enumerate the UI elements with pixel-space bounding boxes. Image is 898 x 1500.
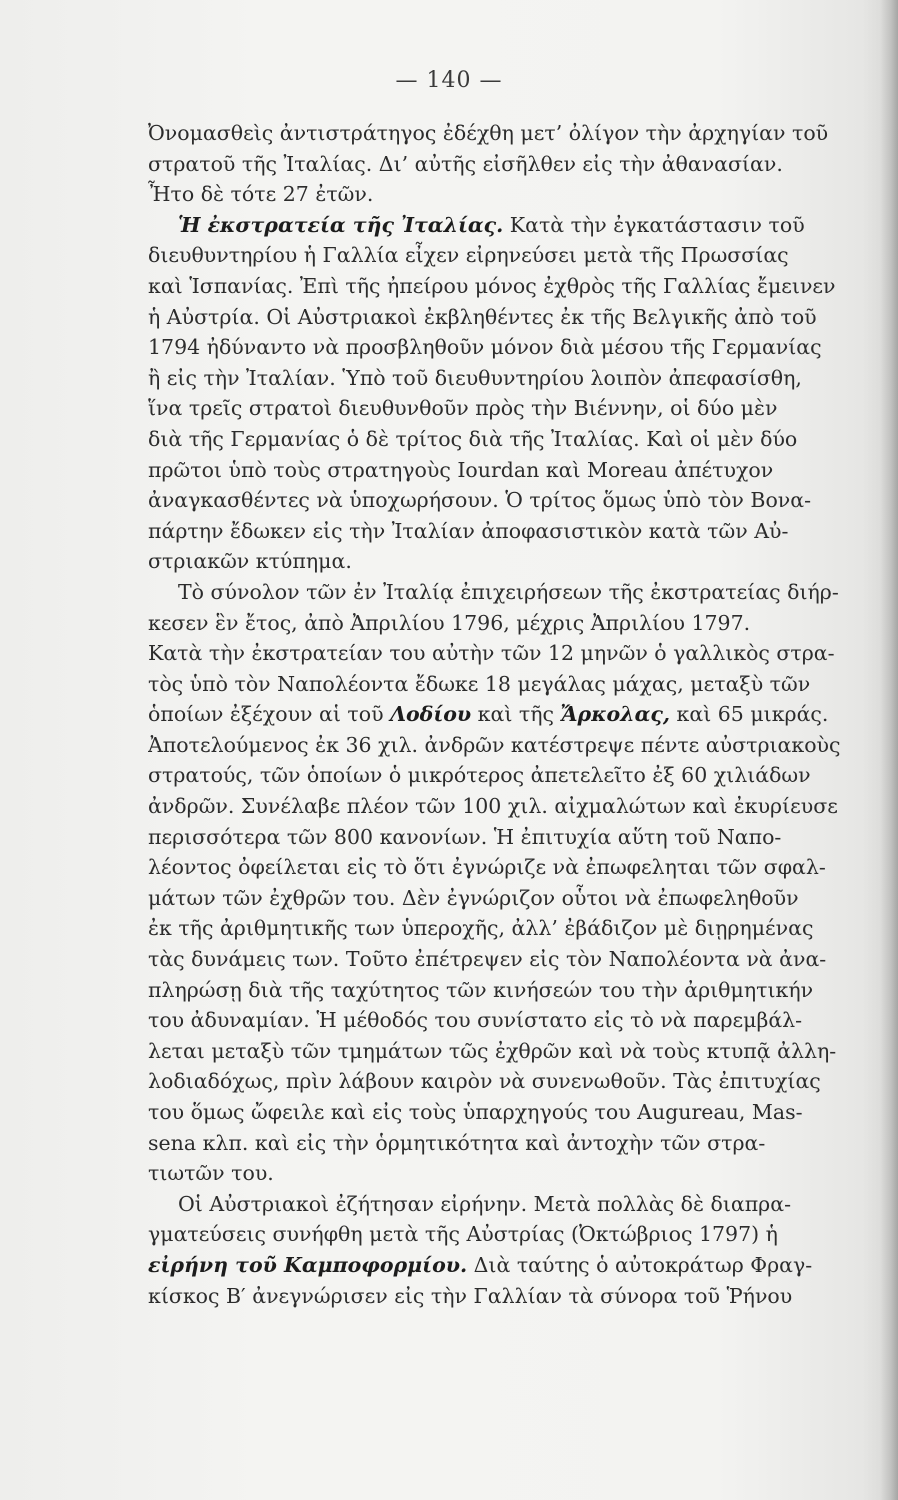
text-run: διὰ τῆς Γερμανίας ὁ δὲ τρίτος διὰ τῆς Ἰταλίας. Καὶ οἱ μὲν δύο: [148, 426, 798, 451]
text-line: [148, 393, 884, 424]
text-run: καὶ 65 μικράς.: [670, 702, 829, 727]
text-run: στριακῶν κτύπημα.: [148, 549, 352, 574]
text-line: [148, 271, 884, 302]
text-line: [148, 1219, 884, 1250]
text-line: [148, 1189, 884, 1220]
text-run: γματεύσεις συνήφθη μετὰ τῆς Αὐστρίας (Ὀκτώβριος 1797) ἡ: [148, 1222, 778, 1247]
text-line: [148, 363, 884, 394]
text-run: Οἱ Αὐστριακοὶ ἐζήτησαν εἰρήνην. Μετὰ πολλὰς δὲ διαπρα-: [178, 1191, 791, 1216]
text-run: πρῶτοι ὑπὸ τοὺς στρατηγοὺς Iourdan καὶ Moreau ἀπέτυχον: [148, 457, 774, 482]
text-run: Διὰ ταύτης ὁ αὐτοκράτωρ Φραγ-: [467, 1252, 813, 1277]
text-line: [148, 760, 884, 791]
text-run: καὶ Ἱσπανίας. Ἐπὶ τῆς ἠπείρου μόνος ἐχθρὸς τῆς Γαλλίας ἔμεινεν: [148, 273, 836, 298]
text-run: ἵνα τρεῖς στρατοὶ διευθυνθοῦν πρὸς τὴν Βιέννην, οἱ δύο μὲν: [148, 396, 778, 421]
text-run: λοδιαδόχως, πρὶν λάβουν καιρὸν νὰ συνενωθοῦν. Τὰς ἐπιτυχίας: [148, 1069, 821, 1094]
text-run: του ὅμως ὤφειλε καὶ εἰς τοὺς ὑπαρχηγούς του Augureau, Mas-: [148, 1100, 803, 1124]
text-line: [148, 302, 884, 333]
text-run: sena κλπ. καὶ εἰς τὴν ὁρμητικότητα καὶ ἀντοχὴν τῶν στρα-: [148, 1130, 766, 1155]
text-line: [148, 546, 884, 577]
text-run: Κατὰ τὴν ἐγκατάστασιν τοῦ: [503, 212, 805, 237]
text-run: μάτων τῶν ἐχθρῶν του. Δὲν ἐγνώριζον οὗτοι νὰ ἐπωφεληθοῦν: [148, 885, 799, 910]
text-line: [148, 149, 884, 180]
text-line: [148, 699, 884, 730]
text-run: περισσότερα τῶν 800 κανονίων. Ἡ ἐπιτυχία αὕτη τοῦ Ναπο-: [148, 824, 782, 849]
text-line: [148, 852, 884, 883]
text-line: [148, 516, 884, 547]
text-line: [148, 485, 884, 516]
text-run: ἀναγκασθέντες νὰ ὑποχωρήσουν. Ὁ τρίτος ὅμως ὑπὸ τὸν Βονα-: [148, 488, 812, 513]
text-line: [148, 975, 884, 1006]
text-run: 1794 ἠδύναντο νὰ προσβληθοῦν μόνον διὰ μέσου τῆς Γερμανίας: [148, 335, 822, 360]
text-run: Ἦτο δὲ τότε 27 ἐτῶν.: [148, 182, 374, 207]
text-run: κίσκος Β′ ἀνεγνώρισεν εἰς τὴν Γαλλίαν τὰ σύνορα τοῦ Ῥήνου: [148, 1283, 793, 1308]
text-line: [148, 424, 884, 455]
text-run: λέοντος ὀφείλεται εἰς τὸ ὅτι ἐγνώριζε νὰ ἐπωφεληται τῶν σφαλ-: [148, 855, 826, 880]
text-line: [148, 577, 884, 608]
text-run: τὰς δυνάμεις των. Τοῦτο ἐπέτρεψεν εἰς τὸν Ναπολέοντα νὰ ἀνα-: [148, 947, 827, 972]
text-line: [148, 822, 884, 853]
bold-text: Ἡ ἐκστρατεία τῆς Ἰταλίας.: [178, 212, 504, 237]
text-run: διευθυντηρίου ἡ Γαλλία εἶχεν εἰρηνεύσει μετὰ τῆς Πρωσσίας: [148, 243, 789, 268]
text-line: [148, 608, 884, 639]
text-run: στρατοῦ τῆς Ἰταλίας. Δι’ αὐτῆς εἰσῆλθεν εἰς τὴν ἀθανασίαν.: [148, 151, 783, 176]
text-line: [148, 1128, 884, 1159]
text-line: [148, 883, 884, 914]
text-run: πληρώσῃ διὰ τῆς ταχύτητος τῶν κινήσεών του τὴν ἀριθμητικήν: [148, 977, 814, 1002]
bold-text: Λοδίου: [390, 702, 472, 727]
text-line: [148, 179, 884, 210]
text-run: καὶ τῆς: [471, 702, 561, 727]
text-line: [148, 669, 884, 700]
bold-text: εἰρήνη τοῦ Καμποφορμίου.: [148, 1252, 468, 1277]
text-line: [148, 210, 884, 241]
text-run: τὸς ὑπὸ τὸν Ναπολέοντα ἔδωκε 18 μεγάλας μάχας, μεταξὺ τῶν: [148, 671, 811, 696]
text-line: [148, 455, 884, 486]
text-run: λεται μεταξὺ τῶν τμημάτων τῶς ἐχθρῶν καὶ νὰ τοὺς κτυπᾷ ἀλλη-: [148, 1038, 837, 1063]
text-line: [148, 1066, 884, 1097]
text-line: [148, 1097, 884, 1128]
text-run: Τὸ σύνολον τῶν ἐν Ἰταλίᾳ ἐπιχειρήσεων τῆς ἐκστρατείας διήρ-: [178, 579, 839, 604]
text-run: κεσεν ἓν ἔτος, ἀπὸ Ἀπριλίου 1796, μέχρις Ἀπριλίου 1797.: [148, 610, 751, 635]
text-line: [148, 730, 884, 761]
text-run: Ἀποτελούμενος ἐκ 36 χιλ. ἀνδρῶν κατέστρεψε πέντε αὐστριακοὺς: [148, 732, 841, 757]
text-line: [148, 791, 884, 822]
text-run: ἡ Αὐστρία. Οἱ Αὐστριακοὶ ἐκβληθέντες ἐκ τῆς Βελγικῆς ἀπὸ τοῦ: [148, 304, 817, 329]
text-run: ἢ εἰς τὴν Ἰταλίαν. Ὑπὸ τοῦ διευθυντηρίου λοιπὸν ἀπεφασίσθη,: [148, 365, 802, 390]
text-line: [148, 1250, 884, 1281]
text-run: Κατὰ τὴν ἐκστρατείαν του αὐτὴν τῶν 12 μηνῶν ὁ γαλλικὸς στρα-: [148, 641, 835, 666]
text-line: [148, 638, 884, 669]
text-line: [148, 240, 884, 271]
text-line: [148, 118, 884, 149]
page-number: — 140 —: [395, 68, 503, 93]
text-run: ὁποίων ἐξέχουν αἱ τοῦ: [148, 702, 391, 727]
text-run: τιωτῶν του.: [148, 1161, 274, 1186]
text-line: [148, 1281, 884, 1312]
text-run: Ὀνομασθεὶς ἀντιστράτηγος ἐδέχθη μετ’ ὀλίγον τὴν ἀρχηγίαν τοῦ: [148, 121, 829, 145]
text-line: [148, 1036, 884, 1067]
body-text: [148, 118, 884, 1311]
text-line: [148, 944, 884, 975]
text-run: του ἀδυναμίαν. Ἡ μέθοδός του συνίστατο εἰς τὸ νὰ παρεμβάλ-: [148, 1008, 803, 1033]
text-run: ἐκ τῆς ἀριθμητικῆς των ὑπεροχῆς, ἀλλ’ ἐβάδιζον μὲ διῃρημένας: [148, 916, 814, 941]
text-line: [148, 1158, 884, 1189]
bold-text: Ἄρκολας,: [560, 702, 671, 727]
text-line: [148, 913, 884, 944]
text-run: στρατούς, τῶν ὁποίων ὁ μικρότερος ἀπετελεῖτο ἐξ 60 χιλιάδων: [148, 763, 811, 788]
text-line: [148, 332, 884, 363]
text-run: ἀνδρῶν. Συνέλαβε πλέον τῶν 100 χιλ. αἰχμαλώτων καὶ ἐκυρίευσε: [148, 794, 838, 819]
text-run: πάρτην ἔδωκεν εἰς τὴν Ἰταλίαν ἀποφασιστικὸν κατὰ τῶν Αὐ-: [148, 518, 789, 543]
text-line: [148, 1005, 884, 1036]
